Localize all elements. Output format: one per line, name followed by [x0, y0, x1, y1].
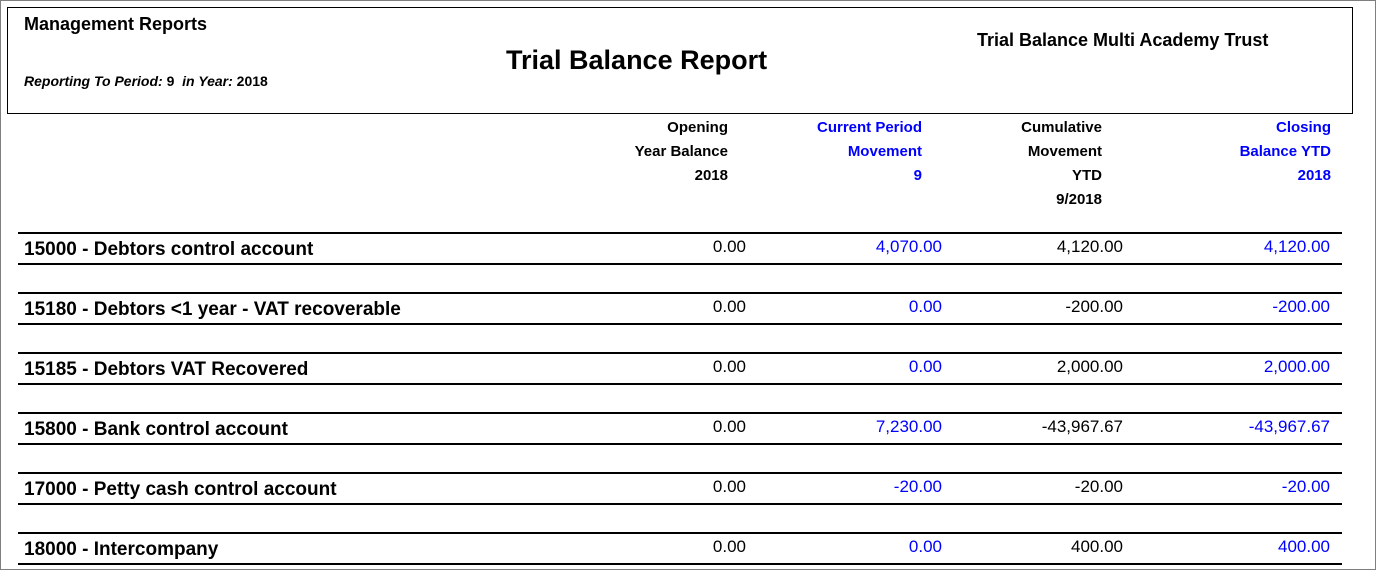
row-divider [18, 563, 1342, 565]
table-row [18, 232, 1342, 265]
row-divider [18, 503, 1342, 505]
current-period-movement: -20.00 [893, 477, 942, 496]
opening-balance: 0.00 [712, 237, 746, 256]
account-name: 15800 - Bank control account [24, 419, 288, 440]
cumulative-movement: 400.00 [1071, 537, 1123, 556]
current-period-movement: 0.00 [908, 357, 942, 376]
table-row [18, 292, 1342, 325]
table-row [18, 472, 1342, 505]
column-header-current-period [817, 116, 922, 188]
account-name: 15180 - Debtors <1 year - VAT recoverable [24, 299, 401, 320]
opening-balance: 0.00 [712, 357, 746, 376]
column-header-line: 9 [913, 167, 922, 184]
row-divider [18, 263, 1342, 265]
table-row [18, 412, 1342, 445]
in-year-label: in Year [182, 73, 229, 89]
column-header-line: Balance YTD [1239, 143, 1331, 160]
report-title: Trial Balance Report [506, 45, 768, 75]
reporting-period-line: Reporting To Period: 9 in Year: 2018 [24, 73, 268, 89]
cumulative-movement: -20.00 [1074, 477, 1123, 496]
account-name: 18000 - Intercompany [24, 539, 219, 560]
row-divider [18, 383, 1342, 385]
column-header-line: Closing [1276, 119, 1331, 136]
cumulative-movement: 2,000.00 [1056, 357, 1123, 376]
column-header-line: Movement [1027, 143, 1102, 160]
row-divider [18, 352, 1342, 354]
closing-balance: 2,000.00 [1263, 357, 1330, 376]
cumulative-movement: -43,967.67 [1041, 417, 1123, 436]
column-header-cumulative [1021, 116, 1102, 212]
opening-balance: 0.00 [712, 477, 746, 496]
reporting-label: Reporting To Period: [24, 73, 163, 89]
account-name: 17000 - Petty cash control account [24, 479, 337, 500]
closing-balance: -20.00 [1281, 477, 1330, 496]
cumulative-movement: 4,120.00 [1056, 237, 1123, 256]
row-divider [18, 232, 1342, 234]
closing-balance: -43,967.67 [1248, 417, 1330, 436]
account-name: 15000 - Debtors control account [24, 239, 314, 260]
table-row [18, 532, 1342, 565]
column-header-line: 2018 [1297, 167, 1331, 184]
column-header-line: Opening [667, 119, 728, 136]
closing-balance: -200.00 [1272, 297, 1330, 316]
trust-name: Trial Balance Multi Academy Trust [977, 30, 1269, 50]
row-divider [18, 443, 1342, 445]
period-value: 9 [166, 73, 175, 89]
column-header-closing [1240, 116, 1331, 188]
current-period-movement: 4,070.00 [875, 237, 942, 256]
closing-balance: 400.00 [1278, 537, 1330, 556]
opening-balance: 0.00 [712, 537, 746, 556]
year-value: 2018 [236, 73, 268, 89]
row-divider [18, 472, 1342, 474]
row-divider [18, 323, 1342, 325]
column-header-line: Year Balance [634, 143, 728, 160]
column-header-line: Cumulative [1021, 119, 1102, 136]
column-header-line: Current Period [816, 119, 922, 136]
column-header-opening [635, 116, 728, 188]
current-period-movement: 0.00 [908, 537, 942, 556]
row-divider [18, 292, 1342, 294]
closing-balance: 4,120.00 [1263, 237, 1330, 256]
opening-balance: 0.00 [712, 417, 746, 436]
row-divider [18, 412, 1342, 414]
opening-balance: 0.00 [712, 297, 746, 316]
account-name: 15185 - Debtors VAT Recovered [24, 359, 309, 380]
management-reports-title: Management Reports [24, 14, 208, 34]
current-period-movement: 7,230.00 [875, 417, 942, 436]
cumulative-movement: -200.00 [1065, 297, 1123, 316]
column-header-line: 2018 [694, 167, 728, 184]
current-period-movement: 0.00 [908, 297, 942, 316]
column-header-line: Movement [847, 143, 922, 160]
column-header-line: 9/2018 [1056, 191, 1102, 208]
column-header-line: YTD [1072, 167, 1102, 184]
row-divider [18, 532, 1342, 534]
table-row [18, 352, 1342, 385]
